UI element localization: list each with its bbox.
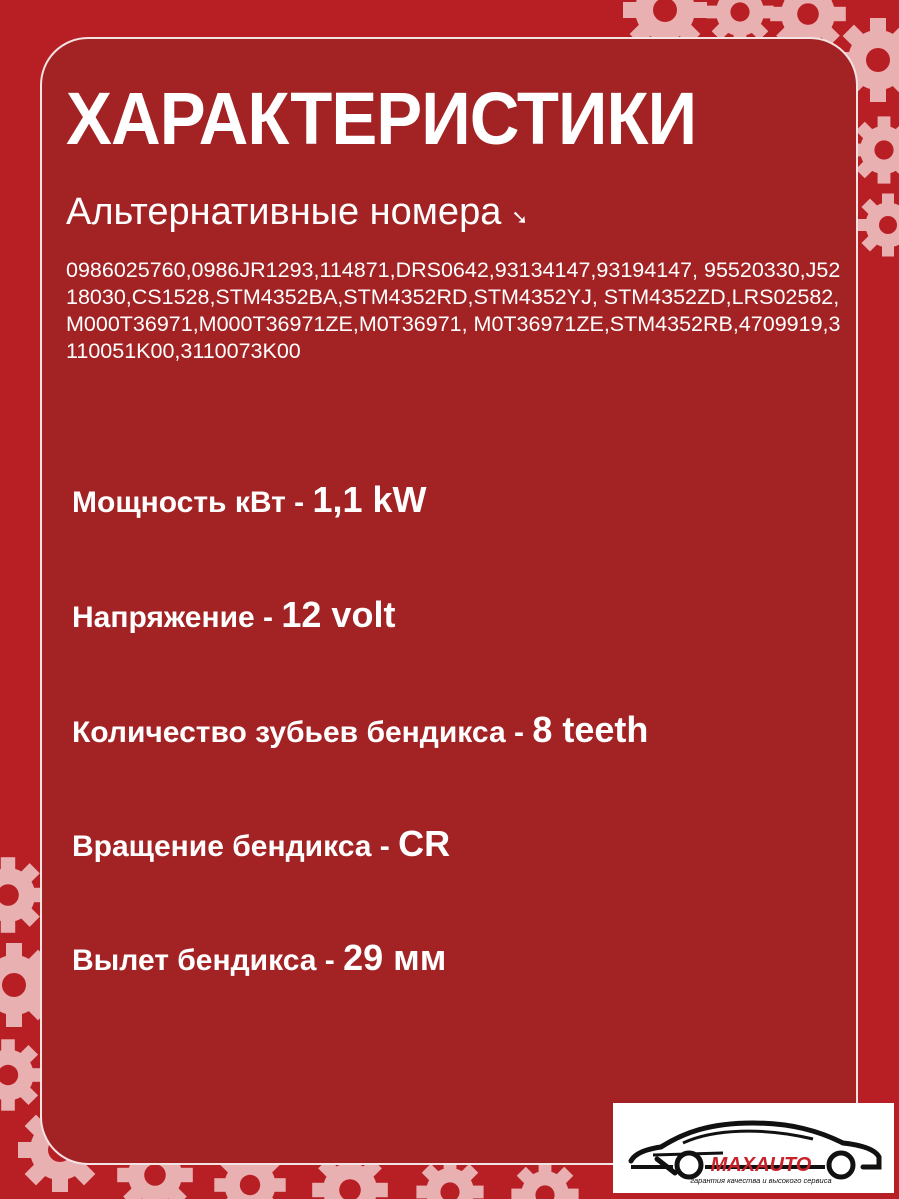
spec-separator: - bbox=[371, 830, 399, 863]
spec-value: 12 volt bbox=[281, 594, 396, 635]
page-title: ХАРАКТЕРИСТИКИ bbox=[66, 77, 697, 160]
spec-power bbox=[72, 479, 427, 520]
brand-logo bbox=[613, 1103, 894, 1193]
spec-value: CR bbox=[398, 823, 451, 864]
gear-icon bbox=[511, 1161, 578, 1199]
spec-value: 29 мм bbox=[343, 937, 447, 978]
svg-text:гарантия качества и высокого с: гарантия качества и высокого сервиса bbox=[690, 1176, 832, 1185]
spec-separator: - bbox=[316, 944, 344, 977]
spec-label: Вращение бендикса bbox=[72, 830, 372, 863]
spec-label: Напряжение bbox=[72, 601, 255, 634]
spec-label: Вылет бендикса bbox=[72, 944, 317, 977]
spec-offset bbox=[72, 937, 447, 978]
spec-voltage bbox=[72, 594, 396, 635]
spec-value: 8 teeth bbox=[532, 709, 649, 750]
alt-numbers-heading bbox=[66, 192, 528, 234]
gear-icon bbox=[0, 1039, 44, 1110]
spec-separator: - bbox=[505, 716, 533, 749]
spec-label: Мощность кВт bbox=[72, 486, 286, 519]
spec-value: 1,1 kW bbox=[312, 479, 427, 520]
alt-numbers-list: 0986025760,0986JR1293,114871,DRS0642,93134147,93194147, 95520330,J5218030,CS1528,STM4352BA,STM4352RD,STM4352YJ, STM4352ZD,LRS02582,M000T36971,M000T36971ZE,M0T36971, M0T36971ZE,STM4352RB,4709919,3110051K00,3110073K00 bbox=[66, 258, 841, 363]
svg-text:MAXAUTO: MAXAUTO bbox=[710, 1154, 812, 1176]
arrow-down-right-icon: ➘ bbox=[511, 207, 529, 229]
gear-icon bbox=[857, 194, 899, 257]
spec-separator: - bbox=[254, 601, 282, 634]
car-logo-icon bbox=[613, 1103, 894, 1193]
spec-label: Количество зубьев бендикса bbox=[72, 716, 506, 749]
spec-teeth bbox=[72, 709, 649, 750]
gear-icon bbox=[0, 857, 46, 933]
spec-rotation bbox=[72, 823, 451, 864]
spec-separator: - bbox=[285, 486, 313, 519]
alt-numbers-heading-text: Альтернативные номера bbox=[66, 191, 502, 233]
